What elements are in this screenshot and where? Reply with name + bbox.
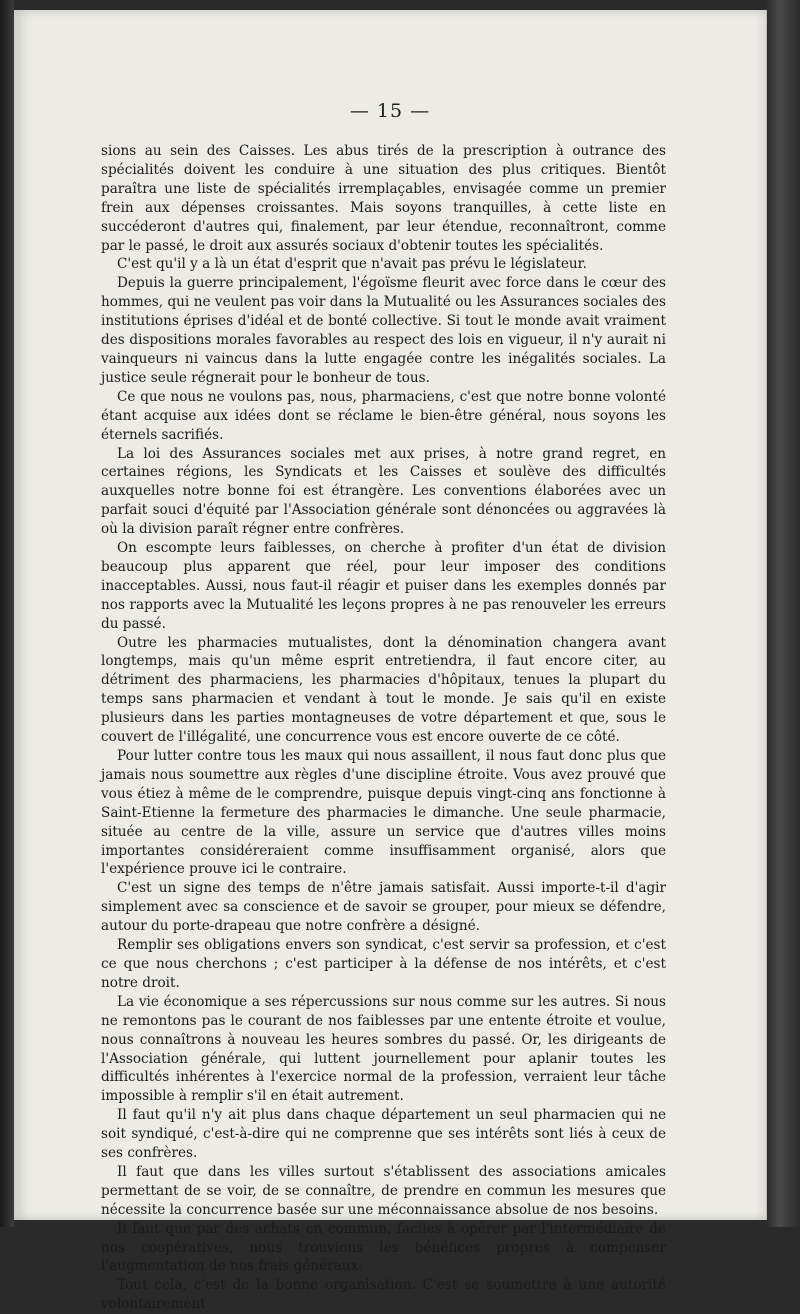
paragraph: On escompte leurs faiblesses, on cherche à profiter d'un état de division beaucoup plus apparent que réel, pour leur imposer des conditions inacceptables. Aussi, nous faut-il réagir et puiser dans les exemples donnés par nos rapports avec la Mutualité les leçons propres à ne pas renouveler les erreurs du passé. (101, 540, 666, 632)
paragraph: Tout cela, c'est de la bonne organisation. C'est se soumettre à une autorité volontairement (101, 1277, 666, 1313)
paragraph: sions au sein des Caisses. Les abus tirés de la prescription à outrance des spécialités doivent les conduire à une situation des plus critiques. Bientôt paraîtra une liste de spécialités irremplaçables, envisagée comme un premier frein aux dépenses croissantes. Mais soyons tranquilles, à cette liste en succéderont d'autres qui, finalement, par leur étendue, reconnaîtront, comme par le passé, le droit aux assurés sociaux d'obtenir toutes les spécialités. (101, 143, 666, 254)
paragraph: Il faut que par des achats en commun, faciles à opérer par l'intermédiaire de nos coopératives, nous trouvions les bénéfices propres à compenser l'augmentation de nos frais généraux. (101, 1220, 666, 1275)
paragraph: Il faut que dans les villes surtout s'établissent des associations amicales permettant de se voir, de se connaître, de prendre en commun les mesures que nécessite la concurrence basée sur une méconnaissance absolue de nos besoins. (101, 1163, 666, 1218)
paragraph: Ce que nous ne voulons pas, nous, pharmaciens, c'est que notre bonne volonté étant acquise aux idées dont se réclame le bien-être général, nous soyons les éternels sacrifiés. (101, 388, 666, 443)
page-number: — 15 — (349, 100, 431, 122)
paragraph: La loi des Assurances sociales met aux prises, à notre grand regret, en certaines régions, les Syndicats et les Caisses et soulève des difficultés auxquelles notre bonne foi est étrangère. Les conventions élaborées avec un parfait souci d'équité par l'Association générale sont dénoncées ou aggravées là où la division paraît régner entre confrères. (101, 445, 666, 538)
page-edge-shadow (766, 0, 800, 1227)
document-page (14, 10, 767, 1313)
paragraph: C'est qu'il y a là un état d'esprit que n'avait pas prévu le législateur. (117, 256, 587, 273)
paragraph: Pour lutter contre tous les maux qui nous assaillent, il nous faut donc plus que jamais nous soumettre aux règles d'une discipline étroite. Vous avez prouvé que vous étiez à même de le comprendre, puisque depuis vingt-cinq ans fonctionne à Saint-Etienne la fermeture des pharmacies le dimanche. Une seule pharmacie, située au centre de la ville, assure un service que d'autres villes moins importantes considéreraient comme insuffisamment organisé, alors que l'expérience prouve ici le contraire. (101, 748, 666, 878)
paragraph: Depuis la guerre principalement, l'égoïsme fleurit avec force dans le cœur des hommes, qui ne veulent pas voir dans la Mutualité ou les Assurances sociales des institutions éprises d'idéal et de bonté collective. Si tout le monde avait vraiment des dispositions morales favorables au respect des lois en vigueur, il n'y aurait ni vainqueurs ni vaincus dans la lutte engagée contre les inégalités sociales. La justice seule régnerait pour le bonheur de tous. (101, 275, 666, 386)
book-spine-shadow (0, 0, 14, 1227)
paragraph: Outre les pharmacies mutualistes, dont la dénomination changera avant longtemps, mais qu'un même esprit entretiendra, il faut encore citer, au détriment des pharmaciens, les pharmacies d'hôpitaux, tenues la plupart du temps sans pharmacien et vendant à tout le monde. Je sais qu'il en existe plusieurs dans les parties montagneuses de votre département et que, sous le couvert de l'illégalité, une concurrence vous est encore ouverte de ce côté. (101, 634, 666, 746)
paragraph: La vie économique a ses répercussions sur nous comme sur les autres. Si nous ne remontons pas le courant de nos faiblesses par une entente étroite et voulue, nous connaîtrons à nouveau les heures sombres du passé. Or, les dirigeants de l'Association générale, qui luttent journellement pour aplanir toutes les difficultés inhérentes à l'exercice normal de la profession, verraient leur tâche impossible à remplir s'il en était autrement. (101, 993, 666, 1105)
body-text (101, 142, 666, 1314)
paragraph: C'est un signe des temps de n'être jamais satisfait. Aussi importe-t-il d'agir simplement avec sa conscience et de savoir se grouper, pour mieux se défendre, autour du porte-drapeau que notre confrère a désigné. (101, 880, 666, 935)
paragraph: Il faut qu'il n'y ait plus dans chaque département un seul pharmacien qui ne soit syndiqué, c'est-à-dire qui ne comprenne que ses intérêts sont liés à ceux de ses confrères. (101, 1107, 666, 1162)
paragraph: Remplir ses obligations envers son syndicat, c'est servir sa profession, et c'est ce que nous cherchons ; c'est participer à la défense de nos intérêts, et c'est notre droit. (101, 937, 666, 991)
